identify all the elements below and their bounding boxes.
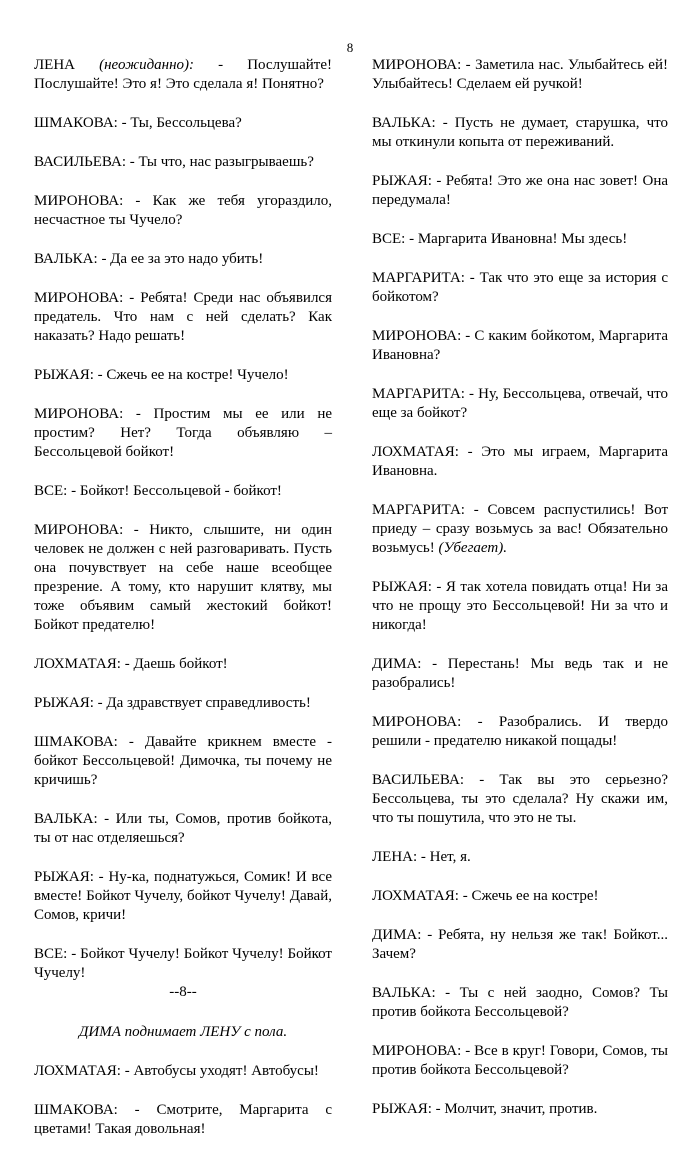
speaker-name: МИРОНОВА: bbox=[372, 1043, 462, 1059]
speaker-name: ЛОХМАТАЯ: bbox=[372, 444, 459, 460]
speaker-name: ВАСИЛЬЕВА: bbox=[372, 772, 464, 788]
dialogue-line bbox=[372, 327, 668, 365]
speaker-name: МИРОНОВА: bbox=[34, 290, 124, 306]
dialogue-line bbox=[372, 172, 668, 210]
dialogue-line bbox=[372, 385, 668, 423]
dialogue-line bbox=[372, 269, 668, 307]
speaker-name: ШМАКОВА: bbox=[34, 115, 118, 131]
dialogue-text: - Ребята! Это же она нас зовет! Она передумала! bbox=[372, 173, 668, 208]
speaker-name: ВАЛЬКА: bbox=[372, 115, 436, 131]
dialogue-text: - Нет, я. bbox=[417, 849, 471, 865]
speaker-name: ШМАКОВА: bbox=[34, 1102, 118, 1118]
dialogue-text: - Даешь бойкот! bbox=[120, 656, 228, 672]
speaker-name: ВАСИЛЬЕВА: bbox=[34, 154, 126, 170]
dialogue-line bbox=[372, 1100, 668, 1119]
dialogue-text: - Автобусы уходят! Автобусы! bbox=[120, 1063, 319, 1079]
dialogue-text: - Бойкот Чучелу! Бойкот Чучелу! Бойкот Чучелу! bbox=[34, 946, 332, 981]
dialogue-text: - Разобрались. И твердо решили - предателю никакой пощады! bbox=[372, 714, 668, 749]
dialogue-line bbox=[34, 733, 332, 790]
speaker-name: ЛЕНА bbox=[34, 57, 76, 73]
dialogue-line bbox=[34, 289, 332, 346]
speaker-name: ЛОХМАТАЯ: bbox=[34, 656, 121, 672]
dialogue-line bbox=[372, 578, 668, 635]
dialogue-line bbox=[372, 655, 668, 693]
stage-direction: ДИМА поднимает ЛЕНУ с пола. bbox=[78, 1024, 288, 1040]
left-column bbox=[34, 56, 332, 1159]
dialogue-text: - Молчит, значит, против. bbox=[431, 1101, 598, 1117]
speaker-name: МИРОНОВА: bbox=[372, 57, 462, 73]
dialogue-line bbox=[372, 230, 668, 249]
speaker-name: ЛОХМАТАЯ: bbox=[34, 1063, 121, 1079]
dialogue-text: - Это мы играем, Маргарита Ивановна. bbox=[372, 444, 668, 479]
speaker-name: ВАЛЬКА: bbox=[372, 985, 436, 1001]
dialogue-text: - Ну-ка, поднатужься, Сомик! И все вместе! Бойкот Чучелу, бойкот Чучелу! Давай, Сомов, кричи! bbox=[34, 869, 332, 923]
dialogue-text: - Послушайте! Послушайте! Это я! Это сделала я! Понятно? bbox=[34, 57, 333, 92]
dialogue-text: - Ты что, нас разыгрываешь? bbox=[126, 154, 314, 170]
dialogue-line bbox=[372, 114, 668, 152]
dialogue-line bbox=[372, 501, 668, 558]
dialogue-text: - Простим мы ее или не простим? Нет? Тогда объявляю – Бессольцевой бойкот! bbox=[34, 406, 332, 460]
speaker-name: РЫЖАЯ: bbox=[372, 1101, 432, 1117]
page-number: 8 bbox=[346, 40, 354, 55]
dialogue-text: - Смотрите, Маргарита с цветами! Такая довольная! bbox=[34, 1102, 332, 1137]
dialogue-text: - Совсем распустились! Вот приеду – сразу возьмусь за вас! Обязательно возьмусь! bbox=[372, 502, 668, 556]
dialogue-line bbox=[34, 694, 332, 713]
speaker-name: МИРОНОВА: bbox=[372, 328, 462, 344]
speaker-name: ДИМА: bbox=[372, 927, 422, 943]
speaker-name: РЫЖАЯ: bbox=[372, 579, 432, 595]
dialogue-line bbox=[34, 868, 332, 925]
speaker-name: ВАЛЬКА: bbox=[34, 251, 98, 267]
scene-marker: --8-- bbox=[169, 984, 197, 1000]
speaker-name: ВСЕ: bbox=[34, 946, 68, 962]
dialogue-line bbox=[34, 482, 332, 501]
dialogue-line bbox=[34, 366, 332, 385]
speaker-name: МИРОНОВА: bbox=[372, 714, 462, 730]
dialogue-text: - Я так хотела повидать отца! Ни за что не прощу это Бессольцевой! Ни за что и никогда! bbox=[372, 579, 668, 633]
dialogue-text: - С каким бойкотом, Маргарита Ивановна? bbox=[372, 328, 668, 363]
dialogue-text: - Пусть не думает, старушка, что мы откинули копыта от переживаний. bbox=[372, 115, 668, 150]
dialogue-text: - Заметила нас. Улыбайтесь ей! Улыбайтесь! Сделаем ей ручкой! bbox=[372, 57, 668, 92]
speaker-name: МИРОНОВА: bbox=[34, 406, 124, 422]
dialogue-line bbox=[372, 848, 668, 867]
dialogue-text: - Сжечь ее на костре! bbox=[458, 888, 599, 904]
dialogue-line bbox=[372, 713, 668, 751]
dialogue-line bbox=[34, 945, 332, 983]
dialogue-text: - Перестань! Мы ведь так и не разобрались! bbox=[372, 656, 668, 691]
dialogue-text: - Никто, слышите, ни один человек не должен с ней разговаривать. Пусть она почувствует на себе наше всеобщее презрение. А тому, кто нарушит клятву, мы тоже объявим самый жестокий бойкот! Бойкот предателю! bbox=[34, 522, 332, 633]
speaker-name: ВСЕ: bbox=[34, 483, 68, 499]
dialogue-line bbox=[34, 405, 332, 462]
dialogue-text: - Да ее за это надо убить! bbox=[97, 251, 264, 267]
dialogue-line bbox=[34, 114, 332, 133]
speaker-name: ВАЛЬКА: bbox=[34, 811, 98, 827]
dialogue-text: - Так вы это серьезно? Бессольцева, ты это сделала? Ну скажи им, что ты пошутила, что это не ты. bbox=[372, 772, 668, 826]
dialogue-text: - Маргарита Ивановна! Мы здесь! bbox=[405, 231, 628, 247]
speaker-direction: (неожиданно): bbox=[99, 57, 195, 73]
dialogue-line bbox=[34, 192, 332, 230]
speaker-name: ЛЕНА: bbox=[372, 849, 418, 865]
speaker-name: РЫЖАЯ: bbox=[34, 367, 94, 383]
dialogue-text: - Ты с ней заодно, Сомов? Ты против бойкота Бессольцевой? bbox=[372, 985, 668, 1020]
dialogue-line bbox=[34, 810, 332, 848]
dialogue-text: - Сжечь ее на костре! Чучело! bbox=[93, 367, 289, 383]
dialogue-text: - Так что это еще за история с бойкотом? bbox=[372, 270, 668, 305]
speaker-name: МАРГАРИТА: bbox=[372, 502, 465, 518]
speaker-name: ДИМА: bbox=[372, 656, 422, 672]
dialogue-text: - Или ты, Сомов, против бойкота, ты от нас отделяешься? bbox=[34, 811, 332, 846]
dialogue-line bbox=[372, 771, 668, 828]
dialogue-text: - Ребята, ну нельзя же так! Бойкот... Зачем? bbox=[372, 927, 668, 962]
dialogue-line bbox=[372, 56, 668, 94]
dialogue-line bbox=[34, 655, 332, 674]
dialogue-text: - Ну, Бессольцева, отвечай, что еще за бойкот? bbox=[372, 386, 668, 421]
dialogue-line bbox=[34, 521, 332, 635]
speaker-name: МАРГАРИТА: bbox=[372, 386, 465, 402]
dialogue-text: - Бойкот! Бессольцевой - бойкот! bbox=[67, 483, 282, 499]
dialogue-line bbox=[34, 153, 332, 172]
dialogue-text: - Да здравствует справедливость! bbox=[93, 695, 311, 711]
dialogue-line bbox=[372, 443, 668, 481]
speaker-name: МИРОНОВА: bbox=[34, 193, 124, 209]
speaker-name: ВСЕ: bbox=[372, 231, 406, 247]
speaker-name: МАРГАРИТА: bbox=[372, 270, 465, 286]
dialogue-text: - Как же тебя угораздило, несчастное ты Чучело? bbox=[34, 193, 332, 228]
dialogue-line bbox=[372, 887, 668, 906]
dialogue-line bbox=[34, 1101, 332, 1139]
speaker-name: ШМАКОВА: bbox=[34, 734, 118, 750]
speaker-name: МИРОНОВА: bbox=[34, 522, 124, 538]
dialogue-line bbox=[34, 1062, 332, 1081]
dialogue-line bbox=[34, 250, 332, 269]
dialogue-text: - Давайте крикнем вместе - бойкот Бессольцевой! Димочка, ты почему не кричишь? bbox=[34, 734, 332, 788]
dialogue-line bbox=[372, 1042, 668, 1080]
dialogue-line bbox=[372, 926, 668, 964]
dialogue-text: - Все в круг! Говори, Сомов, ты против бойкота Бессольцевой? bbox=[372, 1043, 668, 1078]
speaker-name: РЫЖАЯ: bbox=[34, 695, 94, 711]
dialogue-text: - Ты, Бессольцева? bbox=[117, 115, 242, 131]
right-column bbox=[372, 56, 668, 1139]
speaker-name: РЫЖАЯ: bbox=[34, 869, 94, 885]
dialogue-line bbox=[34, 56, 332, 94]
speaker-name: ЛОХМАТАЯ: bbox=[372, 888, 459, 904]
stage-aside: (Убегает). bbox=[434, 540, 507, 556]
dialogue-text: - Ребята! Среди нас объявился предатель. Что нам с ней сделать? Как наказать? Надо решать! bbox=[34, 290, 332, 344]
speaker-name: РЫЖАЯ: bbox=[372, 173, 432, 189]
